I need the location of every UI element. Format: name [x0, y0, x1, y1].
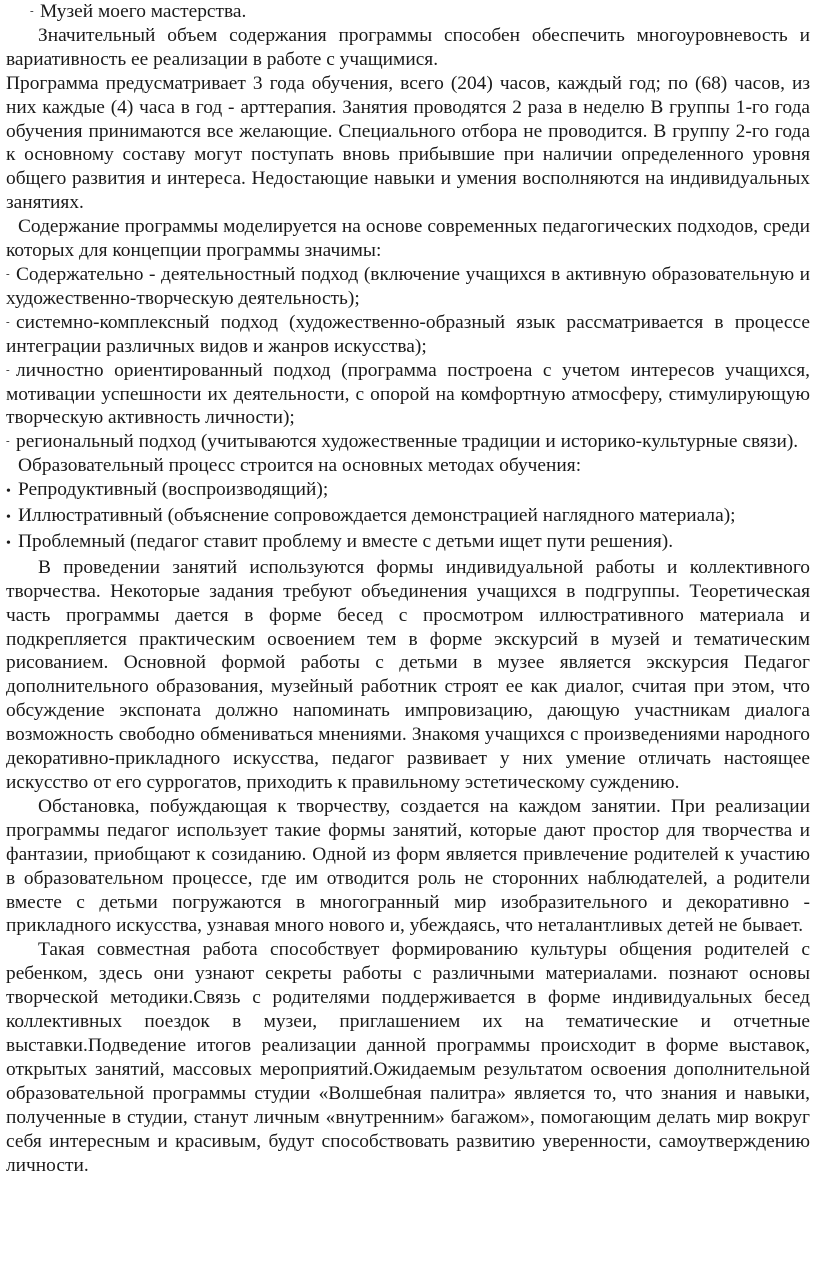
approach-item: - региональный подход (учитываются художественные традиции и историко-культурные связи).: [6, 431, 799, 453]
paragraph-approaches-intro: Содержание программы моделируется на основе современных педагогических подходов, среди которых для концепции программы значимы:: [6, 216, 810, 262]
bullet-marker: •: [6, 484, 11, 500]
paragraph-atmosphere: Обстановка, побуждающая к творчеству, создается на каждом занятии. При реализации программы педагог использует такие формы занятий, которые дают простор для творчества и фантазии, приобщают к созиданию. Одной из форм является привлечение родителей к участию в образовательном процессе, где им отводится роль не сторонних наблюдателей, а родители вместе с детьми погружаются в многогранный мир изобразительного и декоративно - прикладного искусства, узнавая много нового и, убеждаясь, что неталантливых детей не бывает.: [6, 795, 810, 937]
bullet-marker: •: [6, 510, 11, 526]
intro-item-text: Музей моего мастерства.: [40, 1, 247, 22]
approach-item: - личностно ориентированный подход (программа построена с учетом интересов учащихся, мотивации успешности их деятельности, с опорой на комфортную атмосферу, стимулирующую творческую активность личности);: [6, 359, 810, 429]
approach-item: - системно-комплексный подход (художественно-образный язык рассматривается в процессе интеграции различных видов и жанров искусства);: [6, 311, 810, 357]
paragraph-duration: Программа предусматривает 3 года обучения, всего (204) часов, каждый год; по (68) часов, из них каждые (4) часа в год - арттерапия. Занятия проводятся 2 раза в неделю В группы 1-го года обучения принимаются все желающие. Специального отбора не проводится. В группу 2-го года к основному составу могут поступать вновь прибывшие при наличии определенного уровня общего развития и интереса. Недостающие навыки и умения восполняются на индивидуальных занятиях.: [6, 72, 810, 214]
paragraph-parents: Такая совместная работа способствует формированию культуры общения родителей с ребенком, здесь они узнают секреты работы с различными материалами. познают основы творческой методики.Связь с родителями поддерживается в форме индивидуальных бесед коллективных поездок в музеи, приглашением их на тематические и отчетные выставки.Подведение итогов реализации данной программы происходит в форме выставок, открытых занятий, массовых мероприятий.Ожидаемым результатом освоения дополнительной образовательной программы студии «Волшебная палитра» является то, что знания и навыки, полученные в студии, станут личным «внутренним» багажом», помогающим делать мир вокруг себя интересным и красивым, будут способствовать развитию уверенности, самоутверждению личности.: [6, 939, 810, 1176]
dash-marker: -: [30, 5, 34, 17]
paragraph-variativity: Значительный объем содержания программы способен обеспечить многоуровневость и вариативность ее реализации в работе с учащимися.: [6, 24, 810, 70]
method-item: • Проблемный (педагог ставит проблему и вместе с детьми ищет пути решения).: [6, 530, 810, 556]
method-item: • Репродуктивный (воспроизводящий);: [6, 478, 810, 504]
dash-marker: -: [6, 363, 10, 376]
intro-list-item: [6, 0, 810, 24]
bullet-marker: •: [6, 535, 11, 551]
dash-marker: -: [6, 435, 10, 448]
paragraph-forms: В проведении занятий используются формы индивидуальной работы и коллективного творчества. Некоторые задания требуют объединения учащихся в подгруппы. Теоретическая часть программы дается в форме бесед с просмотром иллюстративного материала и подкрепляется практическим освоением тем в форме экскурсий в музей и тематическим рисованием. Основной формой работы с детьми в музее является экскурсия Педагог дополнительного образования, музейный работник строят ее как диалог, считая при этом, что обсуждение экспоната должно напоминать импровизацию, дающую участникам диалога возможность свободно обмениваться мнениями. Знакомя учащихся с произведениями народного декоративно-прикладного искусства, педагог развивает у них умение отличать настоящее искусство от его суррогатов, приходить к правильному эстетическому суждению.: [6, 556, 810, 793]
dash-marker: -: [6, 267, 10, 280]
approach-item: - Содержательно - деятельностный подход (включение учащихся в активную образовательную и художественно-творческую деятельность);: [6, 263, 810, 309]
dash-marker: -: [6, 315, 10, 328]
paragraph-methods-intro: Образовательный процесс строится на основных методах обучения:: [18, 455, 582, 477]
method-item: • Иллюстративный (объяснение сопровождается демонстрацией наглядного материала);: [6, 504, 810, 530]
